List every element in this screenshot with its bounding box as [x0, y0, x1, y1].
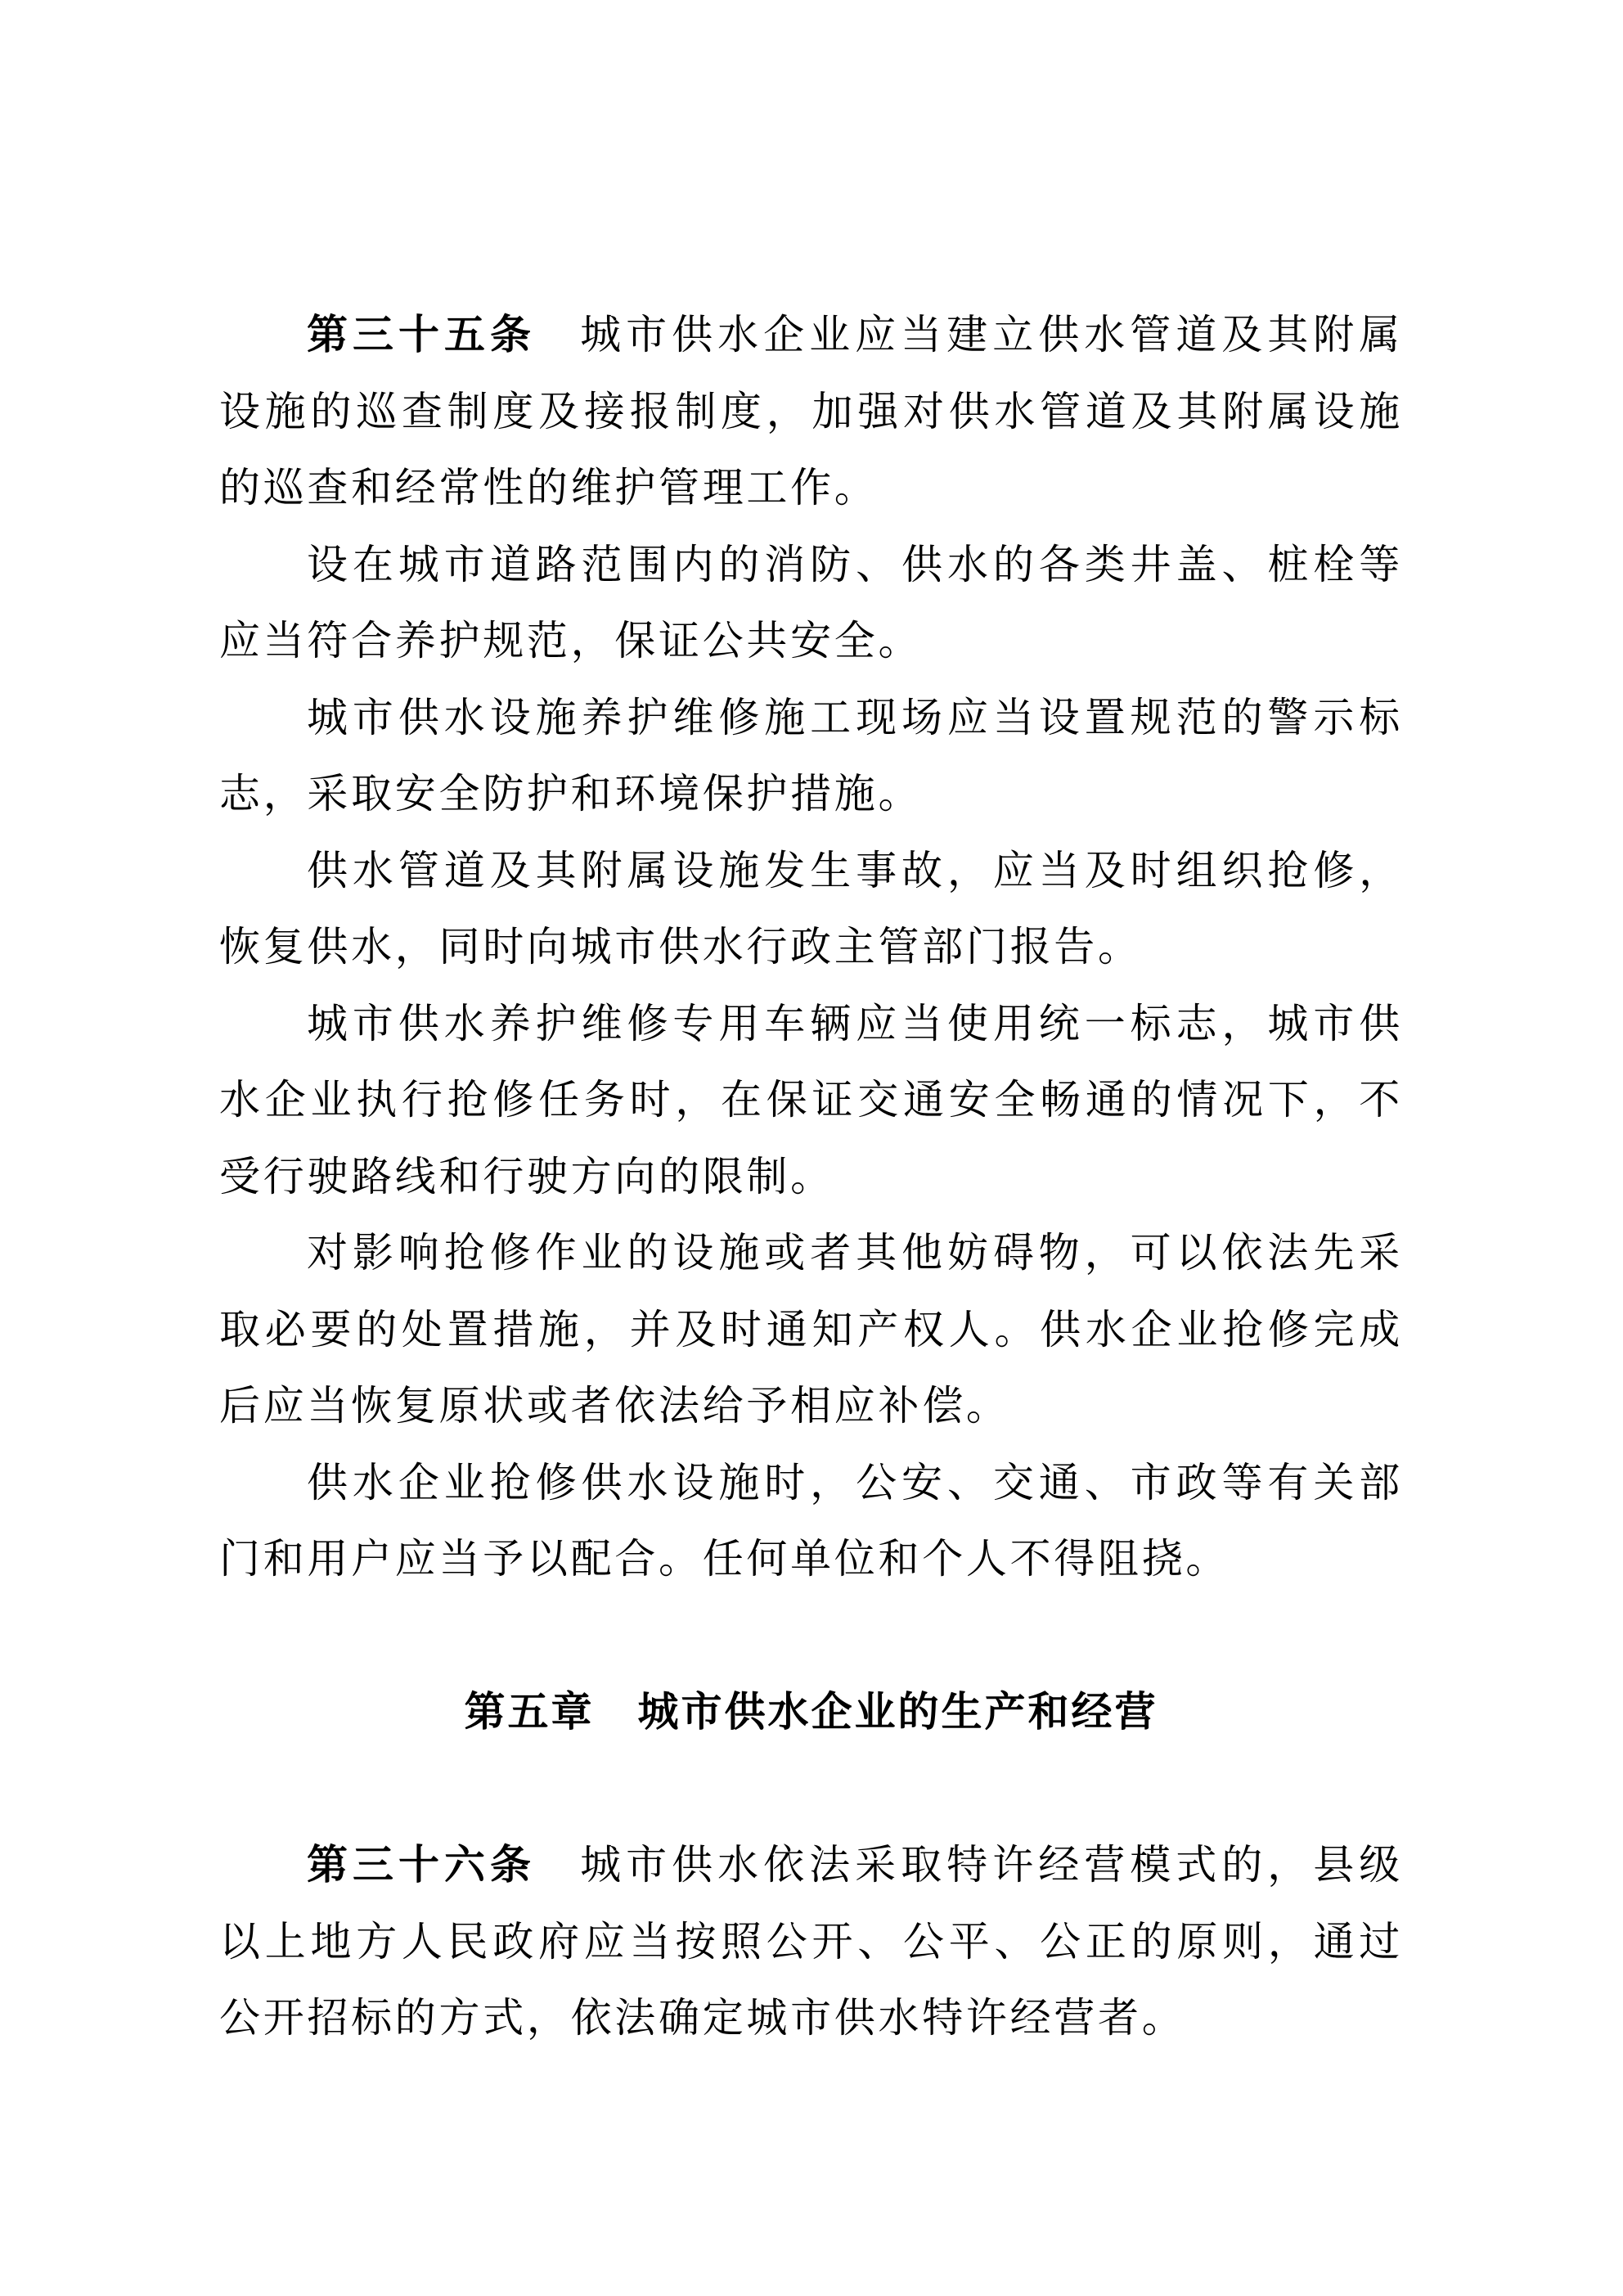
article-35-paragraph-3: 城市供水设施养护维修施工现场应当设置规范的警示标志，采取安全防护和环境保护措施。	[219, 693, 1403, 817]
article-35-paragraph-5: 城市供水养护维修专用车辆应当使用统一标志，城市供水企业执行抢修任务时，在保证交通安全畅通的情况下，不受行驶路线和行驶方向的限制。	[219, 999, 1403, 1200]
article-35-paragraph-4: 供水管道及其附属设施发生事故，应当及时组织抢修，恢复供水，同时向城市供水行政主管部门报告。	[219, 846, 1403, 970]
chapter-5-heading: 第五章 城市供水企业的生产和经营	[464, 1688, 1158, 1736]
article-35-paragraph-2: 设在城市道路范围内的消防、供水的各类井盖、桩栓等应当符合养护规范，保证公共安全。	[219, 540, 1403, 664]
document-text-block	[219, 297, 1403, 2057]
article-36-paragraph-1	[219, 1827, 1403, 2057]
article-36-number: 第三十六条	[307, 1841, 537, 1889]
article-35-paragraph-7: 供水企业抢修供水设施时，公安、交通、市政等有关部门和用户应当予以配合。任何单位和个人不得阻挠。	[219, 1458, 1403, 1582]
article-35-paragraph-1-text: 城市供水企业应当建立供水管道及其附属设施的巡查制度及接报制度，加强对供水管道及其附属设施的巡查和经常性的维护管理工作。	[219, 311, 1404, 511]
article-35-number: 第三十五条	[307, 311, 537, 358]
article-35-paragraph-1	[219, 297, 1403, 527]
article-35-paragraph-6: 对影响抢修作业的设施或者其他妨碍物，可以依法先采取必要的处置措施，并及时通知产权人。供水企业抢修完成后应当恢复原状或者依法给予相应补偿。	[219, 1229, 1403, 1429]
article-36-paragraph-1-text: 城市供水依法采取特许经营模式的，县级以上地方人民政府应当按照公开、公平、公正的原则，通过公开招标的方式，依法确定城市供水特许经营者。	[219, 1841, 1404, 2042]
